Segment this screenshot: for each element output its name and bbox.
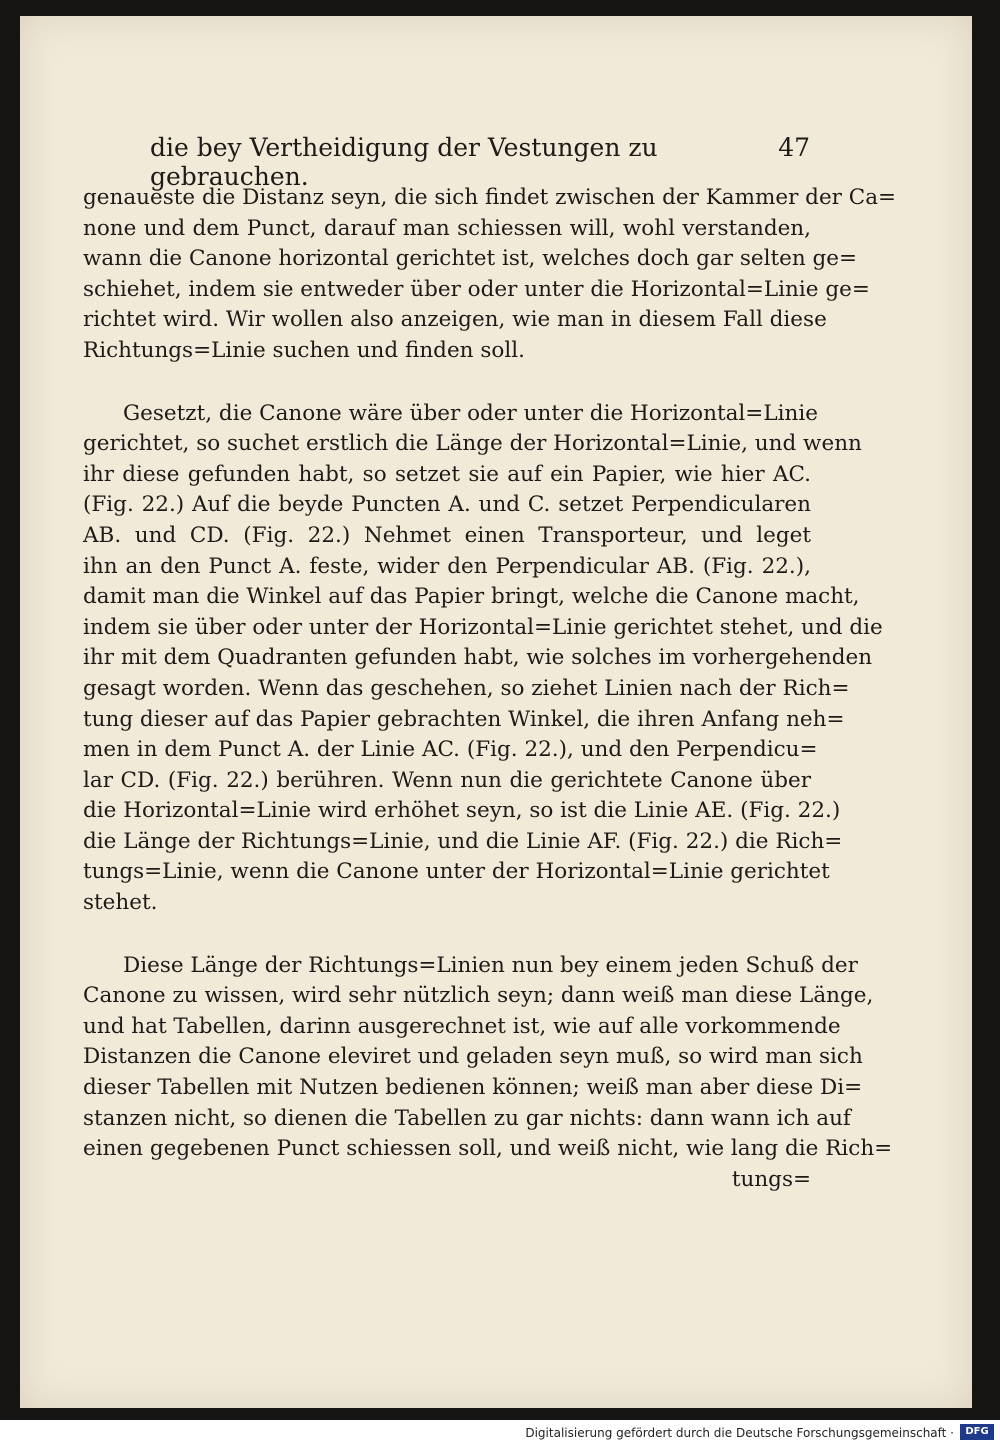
paragraph-3 (83, 951, 893, 1196)
text-line: Distanzen die Canone eleviret und geladen seyn muß, so wird man sich (83, 1044, 863, 1070)
text-line: und hat Tabellen, darinn ausgerechnet ist, wie auf alle vorkommende (83, 1013, 841, 1039)
paragraph-2 (83, 399, 883, 919)
text-line: ihr diese gefunden habt, so setzet sie auf ein Papier, wie hier AC. (83, 461, 811, 487)
text-line: schiehet, indem sie entweder über oder unter die Horizontal=Linie ge= (83, 276, 870, 302)
text-line: AB. und CD. (Fig. 22.) Nehmet einen Transporteur, und leget (83, 522, 811, 548)
running-head-title: die bey Vertheidigung der Vestungen zu gebrauchen. (150, 133, 658, 191)
text-line: gesagt worden. Wenn das geschehen, so ziehet Linien nach der Rich= (83, 675, 850, 701)
text-line: ihr mit dem Quadranten gefunden habt, wie solches im vorhergehenden (83, 645, 873, 671)
text-line: stehet. (83, 890, 158, 916)
paragraph-1 (83, 183, 897, 367)
text-line: ihn an den Punct A. feste, wider den Perpendicular AB. (Fig. 22.), (83, 553, 811, 579)
text-line: men in dem Punct A. der Linie AC. (Fig. 22.), und den Perpendicu= (83, 737, 818, 763)
text-line: Richtungs=Linie suchen und finden soll. (83, 337, 525, 363)
text-line: tung dieser auf das Papier gebrachten Winkel, die ihren Anfang neh= (83, 706, 845, 732)
text-line: none und dem Punct, darauf man schiessen will, wohl verstanden, (83, 215, 811, 241)
text-line: indem sie über oder unter der Horizontal=Linie gerichtet stehet, und die (83, 614, 883, 640)
text-line: stanzen nicht, so dienen die Tabellen zu gar nichts: dann wann ich auf (83, 1105, 851, 1131)
catchword: tungs= (731, 1166, 811, 1192)
text-line: Diese Länge der Richtungs=Linien nun bey einem jeden Schuß der (123, 952, 858, 978)
text-line: lar CD. (Fig. 22.) berühren. Wenn nun die gerichtete Canone über (83, 767, 811, 793)
text-line: die Horizontal=Linie wird erhöhet seyn, so ist die Linie AE. (Fig. 22.) (83, 798, 841, 824)
text-line: einen gegebenen Punct schiessen soll, und weiß nicht, wie lang die Rich= (83, 1136, 893, 1162)
text-line: die Länge der Richtungs=Linie, und die Linie AF. (Fig. 22.) die Rich= (83, 828, 843, 854)
body-text (83, 183, 897, 1195)
text-line: damit man die Winkel auf das Papier bringt, welche die Canone macht, (83, 584, 860, 610)
text-line: tungs=Linie, wenn die Canone unter der Horizontal=Linie gerichtet (83, 859, 830, 885)
page-number: 47 (778, 133, 810, 162)
digitization-footer (0, 1420, 1000, 1446)
text-line: gerichtet, so suchet erstlich die Länge der Horizontal=Linie, und wenn (83, 431, 862, 457)
dfg-logo: DFG (960, 1424, 994, 1440)
text-line: wann die Canone horizontal gerichtet ist, welches doch gar selten ge= (83, 246, 858, 272)
funding-credit: Digitalisierung gefördert durch die Deutsche Forschungsgemeinschaft · (525, 1426, 954, 1440)
text-line: genaueste die Distanz seyn, die sich findet zwischen der Kammer der Ca= (83, 185, 897, 210)
text-line: Canone zu wissen, wird sehr nützlich seyn; dann weiß man diese Länge, (83, 983, 874, 1009)
text-line: Gesetzt, die Canone wäre über oder unter die Horizontal=Linie (123, 400, 818, 426)
text-line: richtet wird. Wir wollen also anzeigen, wie man in diesem Fall diese (83, 307, 827, 333)
text-line: dieser Tabellen mit Nutzen bedienen können; weiß man aber diese Di= (83, 1075, 863, 1101)
text-line: (Fig. 22.) Auf die beyde Puncten A. und C. setzet Perpendicularen (83, 492, 811, 518)
